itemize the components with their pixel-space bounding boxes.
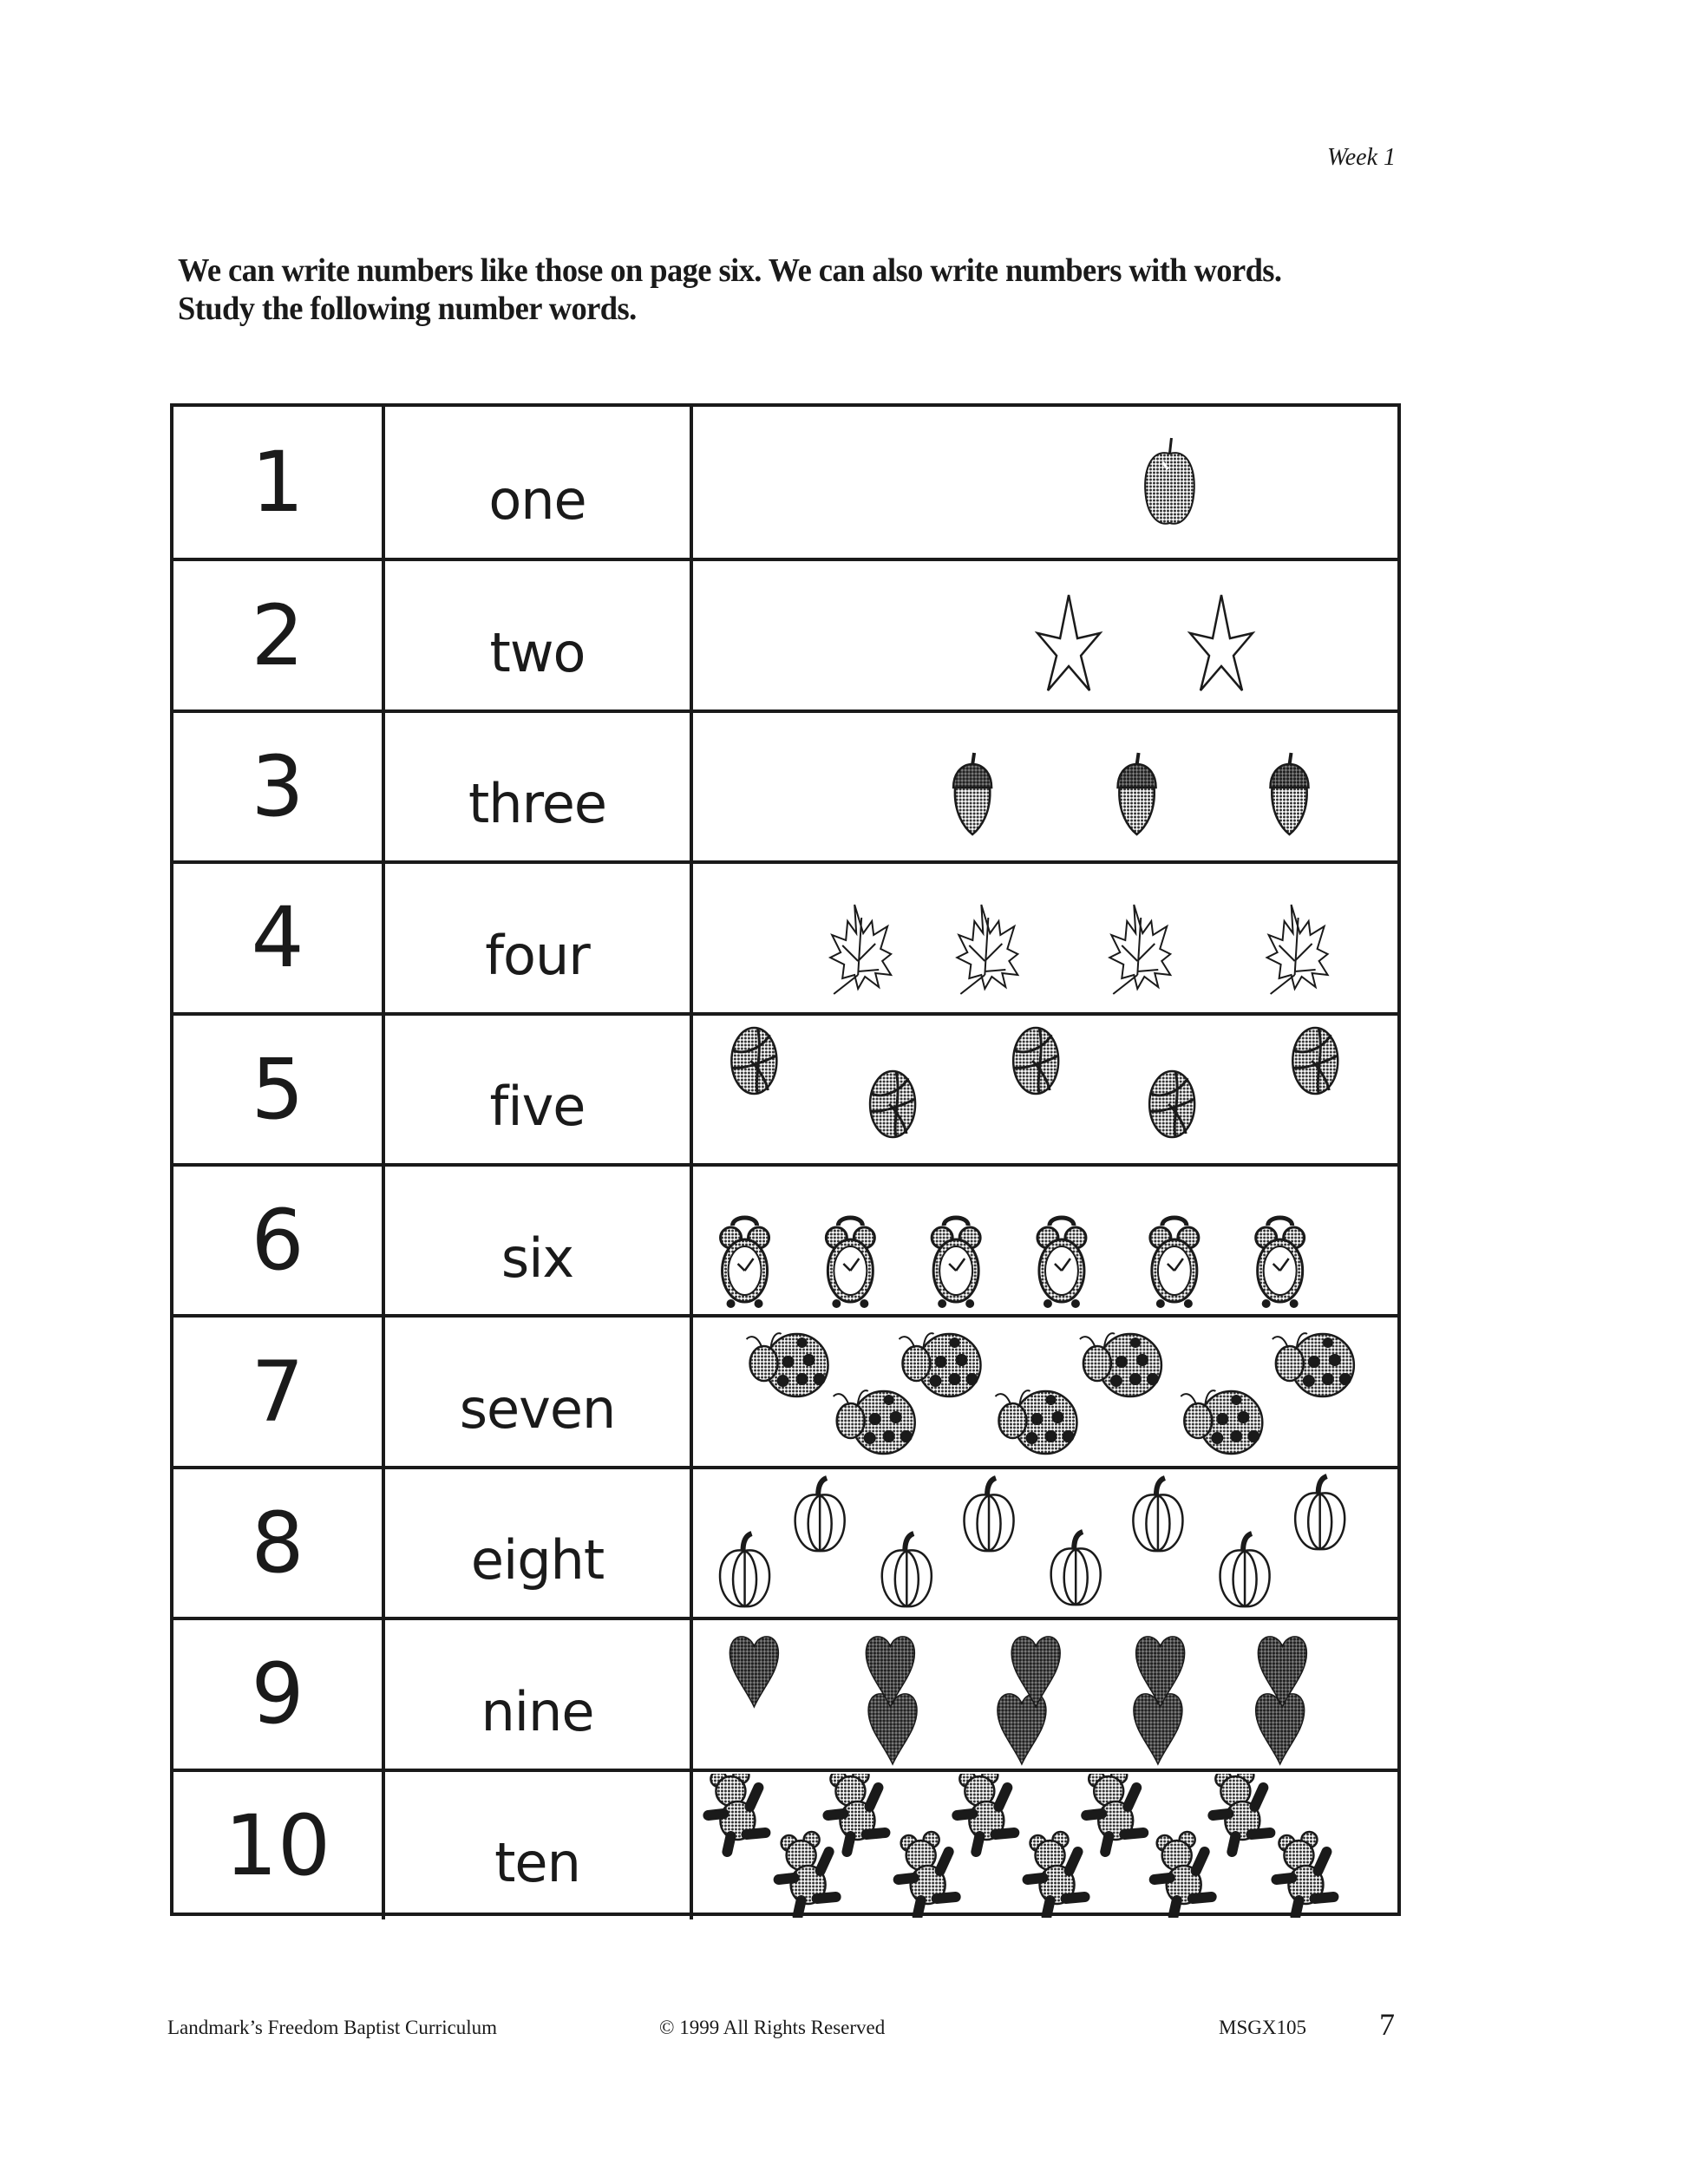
numeral: 9 (173, 1620, 385, 1768)
number-word: nine (385, 1620, 693, 1768)
picture-group (693, 1774, 1397, 1918)
picture-cell (693, 561, 1397, 709)
heart-icon (998, 1694, 1046, 1764)
heart-icon (868, 1694, 917, 1764)
ladybug-icon (1181, 1390, 1262, 1454)
number-word: ten (385, 1772, 693, 1919)
star-icon (1190, 595, 1253, 690)
pumpkin-icon (795, 1478, 845, 1551)
picture-cell (693, 1469, 1397, 1617)
maple-leaf-icon (1109, 905, 1170, 994)
numeral: 6 (173, 1167, 385, 1314)
picture-group (693, 715, 1397, 859)
heart-icon (1134, 1694, 1182, 1764)
table-row (173, 1012, 1397, 1163)
picture-cell (693, 864, 1397, 1011)
alarm-clock-icon (1037, 1218, 1086, 1308)
basketball-icon (870, 1071, 915, 1137)
table-row (173, 1769, 1397, 1919)
pumpkin-icon (1220, 1533, 1270, 1606)
number-word: two (385, 561, 693, 709)
acorn-icon (953, 753, 991, 834)
picture-group (693, 866, 1397, 1010)
picture-group (693, 1622, 1397, 1766)
number-word: six (385, 1167, 693, 1314)
ladybug-icon (899, 1333, 980, 1396)
pumpkin-icon (965, 1478, 1014, 1551)
alarm-clock-icon (932, 1218, 980, 1308)
basketball-icon (731, 1028, 776, 1094)
pumpkin-icon (720, 1533, 769, 1606)
intro-paragraph: We can write numbers like those on page six. We can also write numbers with words. Study the following number words. (178, 252, 1282, 327)
numeral: 7 (173, 1318, 385, 1465)
table-row (173, 407, 1397, 558)
maple-leaf-icon (957, 905, 1017, 994)
picture-cell (693, 1016, 1397, 1163)
picture-group (693, 1320, 1397, 1464)
picture-group (693, 1017, 1397, 1161)
alarm-clock-icon (721, 1218, 769, 1308)
numeral: 5 (173, 1016, 385, 1163)
footer-code: MSGX105 (1219, 2017, 1306, 2038)
table-row (173, 860, 1397, 1011)
basketball-icon (1149, 1071, 1194, 1137)
numeral: 2 (173, 561, 385, 709)
numeral: 10 (173, 1772, 385, 1919)
teddy-bear-icon (1276, 1832, 1333, 1916)
star-icon (1037, 595, 1100, 690)
numeral: 8 (173, 1469, 385, 1617)
teddy-bear-icon (708, 1774, 765, 1852)
numeral: 1 (173, 407, 385, 558)
teddy-bear-icon (1028, 1832, 1085, 1916)
pumpkin-icon (1133, 1478, 1182, 1551)
picture-group (693, 564, 1397, 708)
ladybug-icon (1273, 1333, 1354, 1396)
number-word: seven (385, 1318, 693, 1465)
picture-cell (693, 1620, 1397, 1768)
number-word: five (385, 1016, 693, 1163)
teddy-bear-icon (899, 1832, 956, 1916)
teddy-bear-icon (1213, 1774, 1270, 1852)
picture-cell (693, 1167, 1397, 1314)
week-label: Week 1 (1327, 144, 1397, 171)
picture-group (693, 410, 1397, 554)
table-row (173, 558, 1397, 709)
picture-cell (693, 407, 1397, 558)
table-row (173, 1314, 1397, 1465)
number-word: one (385, 407, 693, 558)
picture-cell (693, 713, 1397, 860)
footer-publisher: Landmark’s Freedom Baptist Curriculum (167, 2017, 498, 2038)
numeral: 3 (173, 713, 385, 860)
number-words-table (170, 403, 1401, 1916)
ladybug-icon (1080, 1333, 1161, 1396)
heart-icon (1256, 1694, 1305, 1764)
maple-leaf-icon (1267, 905, 1328, 994)
number-word: three (385, 713, 693, 860)
picture-cell (693, 1318, 1397, 1465)
page-number: 7 (1379, 2007, 1395, 2042)
table-row (173, 1163, 1397, 1314)
alarm-clock-icon (1150, 1218, 1199, 1308)
pumpkin-icon (882, 1533, 932, 1606)
heart-icon (1011, 1637, 1060, 1707)
number-word: eight (385, 1469, 693, 1617)
apple-icon (1145, 438, 1194, 524)
picture-cell (693, 1772, 1397, 1919)
teddy-bear-icon (957, 1774, 1014, 1852)
pumpkin-icon (1295, 1476, 1345, 1549)
picture-group (693, 1168, 1397, 1312)
table-row (173, 1617, 1397, 1768)
acorn-icon (1270, 753, 1308, 834)
alarm-clock-icon (1256, 1218, 1305, 1308)
footer-copyright: © 1999 All Rights Reserved (659, 2017, 886, 2038)
teddy-bear-icon (828, 1774, 885, 1852)
ladybug-icon (834, 1390, 915, 1454)
picture-group (693, 1471, 1397, 1615)
pumpkin-icon (1051, 1532, 1101, 1605)
basketball-icon (1292, 1028, 1338, 1094)
teddy-bear-icon (779, 1832, 836, 1916)
ladybug-icon (995, 1390, 1076, 1454)
ladybug-icon (747, 1333, 828, 1396)
teddy-bear-icon (1086, 1774, 1143, 1852)
table-row (173, 709, 1397, 860)
basketball-icon (1013, 1028, 1058, 1094)
numeral: 4 (173, 864, 385, 1011)
heart-icon (730, 1637, 778, 1707)
number-word: four (385, 864, 693, 1011)
teddy-bear-icon (1155, 1832, 1212, 1916)
acorn-icon (1118, 753, 1156, 834)
maple-leaf-icon (830, 905, 891, 994)
table-row (173, 1466, 1397, 1617)
alarm-clock-icon (826, 1218, 874, 1308)
